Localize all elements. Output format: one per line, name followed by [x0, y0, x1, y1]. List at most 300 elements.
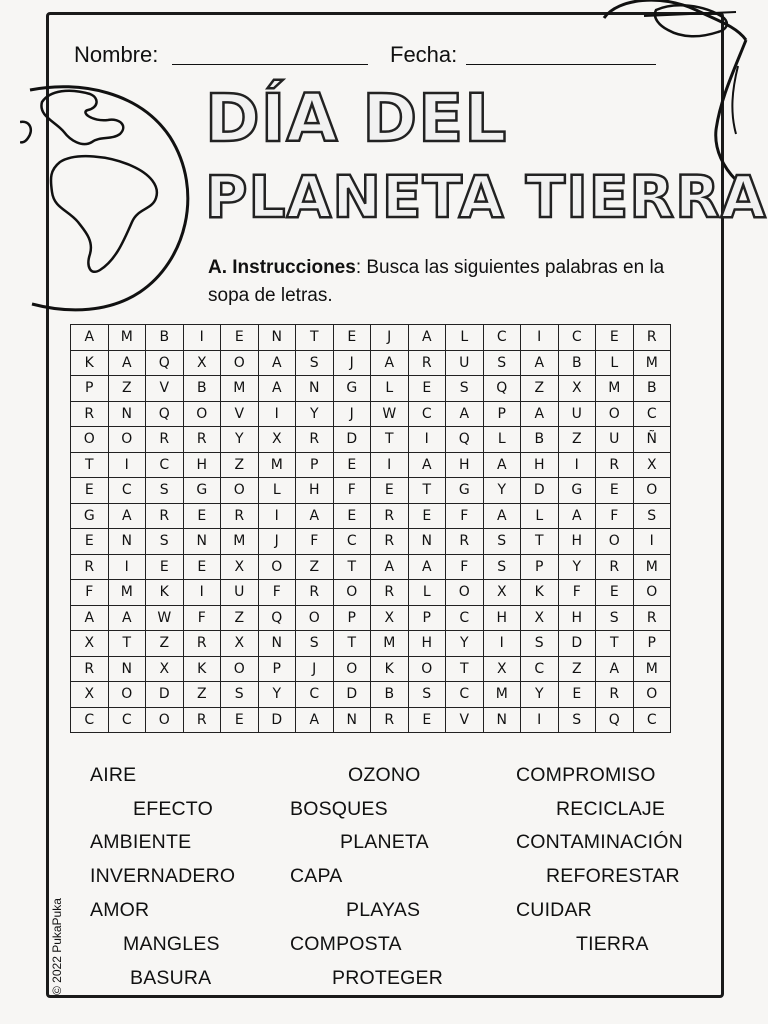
- grid-cell[interactable]: B: [558, 350, 596, 376]
- word-ambiente: AMBIENTE: [90, 831, 192, 853]
- grid-cell[interactable]: L: [371, 376, 409, 402]
- grid-cell[interactable]: T: [521, 529, 559, 555]
- grid-cell[interactable]: R: [371, 503, 409, 529]
- grid-cell[interactable]: A: [483, 503, 521, 529]
- grid-cell[interactable]: A: [521, 401, 559, 427]
- grid-cell[interactable]: P: [258, 656, 296, 682]
- word-amor: AMOR: [90, 899, 150, 921]
- grid-cell[interactable]: T: [71, 452, 109, 478]
- grid-cell[interactable]: G: [446, 478, 484, 504]
- grid-cell[interactable]: D: [558, 631, 596, 657]
- grid-cell[interactable]: X: [71, 682, 109, 708]
- grid-cell[interactable]: Y: [258, 682, 296, 708]
- grid-cell[interactable]: A: [71, 325, 109, 351]
- grid-cell[interactable]: Z: [558, 427, 596, 453]
- grid-cell[interactable]: B: [521, 427, 559, 453]
- grid-cell[interactable]: L: [521, 503, 559, 529]
- grid-cell[interactable]: F: [258, 580, 296, 606]
- grid-cell[interactable]: L: [258, 478, 296, 504]
- grid-cell[interactable]: J: [296, 656, 334, 682]
- grid-row: [71, 656, 671, 682]
- word-efecto: EFECTO: [133, 798, 213, 820]
- grid-cell[interactable]: Y: [446, 631, 484, 657]
- grid-cell[interactable]: M: [221, 529, 259, 555]
- grid-cell[interactable]: V: [446, 707, 484, 733]
- grid-cell[interactable]: E: [221, 325, 259, 351]
- grid-cell[interactable]: Y: [521, 682, 559, 708]
- grid-cell[interactable]: E: [408, 376, 446, 402]
- grid-cell[interactable]: I: [108, 554, 146, 580]
- grid-cell[interactable]: K: [521, 580, 559, 606]
- grid-cell[interactable]: C: [408, 401, 446, 427]
- word-planeta: PLANETA: [340, 831, 429, 853]
- grid-cell[interactable]: I: [633, 529, 671, 555]
- grid-cell[interactable]: N: [408, 529, 446, 555]
- grid-cell[interactable]: I: [183, 580, 221, 606]
- grid-cell[interactable]: P: [333, 605, 371, 631]
- grid-cell[interactable]: Z: [221, 605, 259, 631]
- grid-cell[interactable]: E: [371, 478, 409, 504]
- grid-cell[interactable]: B: [371, 682, 409, 708]
- grid-cell[interactable]: K: [146, 580, 184, 606]
- grid-row: [71, 325, 671, 351]
- grid-row: [71, 376, 671, 402]
- grid-cell[interactable]: H: [408, 631, 446, 657]
- grid-cell[interactable]: Z: [221, 452, 259, 478]
- grid-cell[interactable]: I: [371, 452, 409, 478]
- grid-cell[interactable]: T: [446, 656, 484, 682]
- grid-cell[interactable]: O: [333, 580, 371, 606]
- grid-cell[interactable]: P: [633, 631, 671, 657]
- grid-cell[interactable]: Q: [146, 401, 184, 427]
- grid-cell[interactable]: C: [333, 529, 371, 555]
- grid-cell[interactable]: E: [408, 503, 446, 529]
- title-line-2: PLANETA TIERRA: [205, 163, 767, 231]
- grid-cell[interactable]: Z: [558, 656, 596, 682]
- grid-cell[interactable]: H: [446, 452, 484, 478]
- grid-cell[interactable]: R: [633, 325, 671, 351]
- grid-cell[interactable]: G: [71, 503, 109, 529]
- grid-cell[interactable]: L: [596, 350, 634, 376]
- grid-cell[interactable]: T: [596, 631, 634, 657]
- grid-cell[interactable]: C: [296, 682, 334, 708]
- grid-cell[interactable]: S: [221, 682, 259, 708]
- grid-cell[interactable]: E: [558, 682, 596, 708]
- word-aire: AIRE: [90, 764, 137, 786]
- grid-cell[interactable]: E: [71, 529, 109, 555]
- grid-cell[interactable]: H: [558, 605, 596, 631]
- grid-cell[interactable]: F: [446, 554, 484, 580]
- grid-cell[interactable]: S: [408, 682, 446, 708]
- grid-cell[interactable]: Y: [483, 478, 521, 504]
- grid-row: [71, 529, 671, 555]
- word-cuidar: CUIDAR: [516, 899, 592, 921]
- grid-cell[interactable]: M: [633, 656, 671, 682]
- grid-cell[interactable]: E: [183, 503, 221, 529]
- grid-cell[interactable]: K: [371, 656, 409, 682]
- grid-cell[interactable]: H: [183, 452, 221, 478]
- grid-cell[interactable]: O: [408, 656, 446, 682]
- grid-cell[interactable]: V: [221, 401, 259, 427]
- grid-cell[interactable]: C: [108, 478, 146, 504]
- grid-cell[interactable]: K: [183, 656, 221, 682]
- grid-cell[interactable]: D: [333, 427, 371, 453]
- grid-cell[interactable]: A: [108, 350, 146, 376]
- grid-cell[interactable]: J: [333, 401, 371, 427]
- grid-cell[interactable]: U: [221, 580, 259, 606]
- copyright: © 2022 PukaPuka: [50, 898, 64, 995]
- grid-cell[interactable]: E: [183, 554, 221, 580]
- grid-row: [71, 707, 671, 733]
- instructions-label: A. Instrucciones: [208, 257, 356, 278]
- grid-cell[interactable]: X: [483, 656, 521, 682]
- grid-row: [71, 503, 671, 529]
- grid-cell[interactable]: N: [258, 631, 296, 657]
- grid-cell[interactable]: T: [371, 427, 409, 453]
- grid-cell[interactable]: R: [183, 631, 221, 657]
- grid-cell[interactable]: F: [296, 529, 334, 555]
- grid-cell[interactable]: E: [333, 452, 371, 478]
- word-contaminacion: CONTAMINACIÓN: [516, 831, 683, 853]
- grid-row: [71, 631, 671, 657]
- grid-cell[interactable]: A: [108, 605, 146, 631]
- grid-cell[interactable]: M: [221, 376, 259, 402]
- grid-cell[interactable]: I: [558, 452, 596, 478]
- grid-cell[interactable]: O: [183, 401, 221, 427]
- grid-cell[interactable]: R: [71, 554, 109, 580]
- grid-cell[interactable]: H: [558, 529, 596, 555]
- grid-cell[interactable]: V: [146, 376, 184, 402]
- date-label: Fecha:: [390, 42, 458, 67]
- grid-cell[interactable]: X: [221, 631, 259, 657]
- grid-cell[interactable]: C: [521, 656, 559, 682]
- grid-cell[interactable]: F: [333, 478, 371, 504]
- grid-cell[interactable]: A: [483, 452, 521, 478]
- grid-cell[interactable]: T: [333, 631, 371, 657]
- grid-cell[interactable]: R: [596, 452, 634, 478]
- grid-cell[interactable]: M: [483, 682, 521, 708]
- grid-cell[interactable]: O: [221, 350, 259, 376]
- grid-cell[interactable]: H: [296, 478, 334, 504]
- grid-cell[interactable]: H: [483, 605, 521, 631]
- grid-cell[interactable]: A: [108, 503, 146, 529]
- grid-cell[interactable]: E: [221, 707, 259, 733]
- grid-cell[interactable]: Q: [483, 376, 521, 402]
- grid-cell[interactable]: S: [633, 503, 671, 529]
- grid-cell[interactable]: D: [258, 707, 296, 733]
- grid-row: [71, 478, 671, 504]
- grid-cell[interactable]: Q: [146, 350, 184, 376]
- grid-row: [71, 554, 671, 580]
- grid-cell[interactable]: A: [446, 401, 484, 427]
- grid-cell[interactable]: W: [371, 401, 409, 427]
- grid-cell[interactable]: Z: [521, 376, 559, 402]
- grid-cell[interactable]: T: [296, 325, 334, 351]
- grid-row: [71, 605, 671, 631]
- grid-cell[interactable]: A: [296, 707, 334, 733]
- grid-cell[interactable]: T: [408, 478, 446, 504]
- title-line-1: DÍA DEL: [205, 80, 508, 157]
- grid-cell[interactable]: R: [221, 503, 259, 529]
- grid-cell[interactable]: A: [521, 350, 559, 376]
- grid-cell[interactable]: B: [183, 376, 221, 402]
- grid-cell[interactable]: X: [483, 580, 521, 606]
- grid-cell[interactable]: M: [108, 580, 146, 606]
- grid-cell[interactable]: I: [521, 325, 559, 351]
- grid-cell[interactable]: P: [408, 605, 446, 631]
- grid-cell[interactable]: X: [371, 605, 409, 631]
- grid-cell[interactable]: S: [521, 631, 559, 657]
- grid-cell[interactable]: R: [146, 503, 184, 529]
- grid-cell[interactable]: O: [146, 707, 184, 733]
- grid-cell[interactable]: X: [183, 350, 221, 376]
- grid-cell[interactable]: R: [596, 682, 634, 708]
- grid-cell[interactable]: A: [408, 554, 446, 580]
- grid-cell[interactable]: A: [258, 350, 296, 376]
- grid-cell[interactable]: A: [408, 325, 446, 351]
- grid-cell[interactable]: M: [258, 452, 296, 478]
- grid-cell[interactable]: B: [633, 376, 671, 402]
- grid-cell[interactable]: J: [371, 325, 409, 351]
- name-field[interactable]: [172, 64, 368, 65]
- grid-cell[interactable]: X: [521, 605, 559, 631]
- grid-cell[interactable]: L: [408, 580, 446, 606]
- grid-cell[interactable]: O: [633, 478, 671, 504]
- grid-cell[interactable]: I: [258, 401, 296, 427]
- grid-cell[interactable]: S: [446, 376, 484, 402]
- word-search-grid: [70, 324, 671, 733]
- grid-cell[interactable]: N: [258, 325, 296, 351]
- grid-cell[interactable]: R: [71, 401, 109, 427]
- grid-cell[interactable]: R: [371, 707, 409, 733]
- word-compromiso: COMPROMISO: [516, 764, 656, 786]
- instructions: [208, 254, 708, 310]
- grid-cell[interactable]: A: [371, 350, 409, 376]
- grid-cell[interactable]: R: [183, 427, 221, 453]
- grid-cell[interactable]: Q: [596, 707, 634, 733]
- grid-cell[interactable]: Z: [108, 376, 146, 402]
- grid-cell[interactable]: C: [633, 401, 671, 427]
- grid-cell[interactable]: Ñ: [633, 427, 671, 453]
- grid-cell[interactable]: P: [521, 554, 559, 580]
- grid-cell[interactable]: R: [71, 656, 109, 682]
- grid-cell[interactable]: A: [558, 503, 596, 529]
- grid-cell[interactable]: F: [596, 503, 634, 529]
- grid-cell[interactable]: O: [333, 656, 371, 682]
- grid-cell[interactable]: S: [146, 478, 184, 504]
- grid-cell[interactable]: N: [108, 656, 146, 682]
- grid-cell[interactable]: A: [596, 656, 634, 682]
- grid-cell[interactable]: I: [521, 707, 559, 733]
- grid-cell[interactable]: X: [146, 656, 184, 682]
- grid-cell[interactable]: F: [71, 580, 109, 606]
- grid-cell[interactable]: C: [483, 325, 521, 351]
- word-playas: PLAYAS: [346, 899, 421, 921]
- grid-cell[interactable]: C: [108, 707, 146, 733]
- grid-cell[interactable]: O: [446, 580, 484, 606]
- grid-cell[interactable]: F: [446, 503, 484, 529]
- grid-cell[interactable]: R: [446, 529, 484, 555]
- grid-cell[interactable]: E: [333, 325, 371, 351]
- grid-cell[interactable]: E: [596, 478, 634, 504]
- grid-cell[interactable]: C: [71, 707, 109, 733]
- grid-cell[interactable]: D: [146, 682, 184, 708]
- grid-cell[interactable]: Y: [221, 427, 259, 453]
- grid-cell[interactable]: R: [633, 605, 671, 631]
- grid-cell[interactable]: A: [296, 503, 334, 529]
- grid-cell[interactable]: N: [108, 401, 146, 427]
- grid-cell[interactable]: T: [333, 554, 371, 580]
- grid-cell[interactable]: S: [296, 631, 334, 657]
- leaf-icon: [596, 0, 756, 185]
- grid-cell[interactable]: A: [71, 605, 109, 631]
- grid-cell[interactable]: D: [521, 478, 559, 504]
- word-bosques: BOSQUES: [290, 798, 388, 820]
- grid-cell[interactable]: N: [483, 707, 521, 733]
- grid-cell[interactable]: E: [596, 580, 634, 606]
- grid-cell[interactable]: D: [333, 682, 371, 708]
- grid-cell[interactable]: X: [221, 554, 259, 580]
- grid-cell[interactable]: S: [146, 529, 184, 555]
- grid-row: [71, 682, 671, 708]
- grid-cell[interactable]: A: [408, 452, 446, 478]
- grid-cell[interactable]: U: [596, 427, 634, 453]
- grid-cell[interactable]: F: [183, 605, 221, 631]
- grid-row: [71, 580, 671, 606]
- grid-cell[interactable]: R: [146, 427, 184, 453]
- word-invernadero: INVERNADERO: [90, 865, 236, 887]
- grid-cell[interactable]: M: [633, 350, 671, 376]
- grid-cell[interactable]: R: [296, 580, 334, 606]
- grid-cell[interactable]: R: [371, 529, 409, 555]
- grid-cell[interactable]: N: [333, 707, 371, 733]
- word-mangles: MANGLES: [123, 933, 220, 955]
- grid-cell[interactable]: N: [183, 529, 221, 555]
- grid-cell[interactable]: O: [258, 554, 296, 580]
- grid-cell[interactable]: K: [71, 350, 109, 376]
- grid-cell[interactable]: X: [558, 376, 596, 402]
- grid-cell[interactable]: N: [296, 376, 334, 402]
- grid-cell[interactable]: J: [333, 350, 371, 376]
- word-capa: CAPA: [290, 865, 343, 887]
- grid-cell[interactable]: S: [558, 707, 596, 733]
- grid-cell[interactable]: P: [483, 401, 521, 427]
- grid-cell[interactable]: I: [258, 503, 296, 529]
- grid-cell[interactable]: E: [146, 554, 184, 580]
- grid-cell[interactable]: M: [108, 325, 146, 351]
- grid-cell[interactable]: N: [108, 529, 146, 555]
- grid-cell[interactable]: L: [446, 325, 484, 351]
- word-tierra: TIERRA: [576, 933, 649, 955]
- grid-cell[interactable]: C: [446, 682, 484, 708]
- grid-cell[interactable]: Y: [558, 554, 596, 580]
- grid-cell[interactable]: L: [483, 427, 521, 453]
- grid-cell[interactable]: O: [633, 580, 671, 606]
- grid-cell[interactable]: I: [483, 631, 521, 657]
- grid-cell[interactable]: O: [221, 478, 259, 504]
- grid-row: [71, 401, 671, 427]
- grid-cell[interactable]: R: [408, 350, 446, 376]
- grid-cell[interactable]: A: [258, 376, 296, 402]
- grid-cell[interactable]: Z: [296, 554, 334, 580]
- grid-cell[interactable]: O: [596, 401, 634, 427]
- grid-cell[interactable]: S: [296, 350, 334, 376]
- earth-icon: [20, 82, 195, 317]
- grid-cell[interactable]: Y: [296, 401, 334, 427]
- grid-cell[interactable]: E: [333, 503, 371, 529]
- grid-cell[interactable]: O: [221, 656, 259, 682]
- word-reciclaje: RECICLAJE: [556, 798, 666, 820]
- grid-cell[interactable]: S: [483, 554, 521, 580]
- grid-cell[interactable]: R: [296, 427, 334, 453]
- grid-cell[interactable]: R: [183, 707, 221, 733]
- grid-cell[interactable]: M: [633, 554, 671, 580]
- grid-cell[interactable]: I: [108, 452, 146, 478]
- word-reforestar: REFORESTAR: [546, 865, 680, 887]
- grid-cell[interactable]: T: [108, 631, 146, 657]
- word-proteger: PROTEGER: [332, 967, 444, 989]
- grid-cell[interactable]: R: [371, 580, 409, 606]
- grid-row: [71, 427, 671, 453]
- grid-cell[interactable]: E: [596, 325, 634, 351]
- grid-cell[interactable]: G: [333, 376, 371, 402]
- grid-cell[interactable]: R: [596, 554, 634, 580]
- grid-cell[interactable]: J: [258, 529, 296, 555]
- grid-cell[interactable]: E: [71, 478, 109, 504]
- grid-cell[interactable]: C: [633, 707, 671, 733]
- grid-cell[interactable]: O: [108, 427, 146, 453]
- grid-cell[interactable]: Z: [146, 631, 184, 657]
- grid-cell[interactable]: S: [483, 529, 521, 555]
- grid-cell[interactable]: O: [71, 427, 109, 453]
- grid-cell[interactable]: G: [558, 478, 596, 504]
- grid-cell[interactable]: F: [558, 580, 596, 606]
- grid-cell[interactable]: O: [633, 682, 671, 708]
- grid-cell[interactable]: Q: [446, 427, 484, 453]
- grid-cell[interactable]: X: [258, 427, 296, 453]
- grid-cell[interactable]: Z: [183, 682, 221, 708]
- grid-cell[interactable]: I: [408, 427, 446, 453]
- grid-cell[interactable]: M: [596, 376, 634, 402]
- grid-cell[interactable]: P: [71, 376, 109, 402]
- word-basura: BASURA: [130, 967, 212, 989]
- word-ozono: OZONO: [348, 764, 421, 786]
- grid-cell[interactable]: C: [558, 325, 596, 351]
- grid-cell[interactable]: B: [146, 325, 184, 351]
- grid-cell[interactable]: Q: [258, 605, 296, 631]
- grid-cell[interactable]: W: [146, 605, 184, 631]
- grid-cell[interactable]: G: [183, 478, 221, 504]
- grid-cell[interactable]: O: [108, 682, 146, 708]
- grid-cell[interactable]: M: [371, 631, 409, 657]
- grid-cell[interactable]: H: [521, 452, 559, 478]
- grid-cell[interactable]: U: [446, 350, 484, 376]
- grid-cell[interactable]: U: [558, 401, 596, 427]
- grid-cell[interactable]: E: [408, 707, 446, 733]
- grid-cell[interactable]: O: [596, 529, 634, 555]
- grid-cell[interactable]: A: [371, 554, 409, 580]
- grid-cell[interactable]: I: [183, 325, 221, 351]
- grid-row: [71, 350, 671, 376]
- grid-cell[interactable]: X: [633, 452, 671, 478]
- grid-cell[interactable]: S: [596, 605, 634, 631]
- grid-cell[interactable]: P: [296, 452, 334, 478]
- grid-cell[interactable]: S: [483, 350, 521, 376]
- grid-cell[interactable]: C: [146, 452, 184, 478]
- grid-cell[interactable]: C: [446, 605, 484, 631]
- grid-cell[interactable]: X: [71, 631, 109, 657]
- grid-cell[interactable]: O: [296, 605, 334, 631]
